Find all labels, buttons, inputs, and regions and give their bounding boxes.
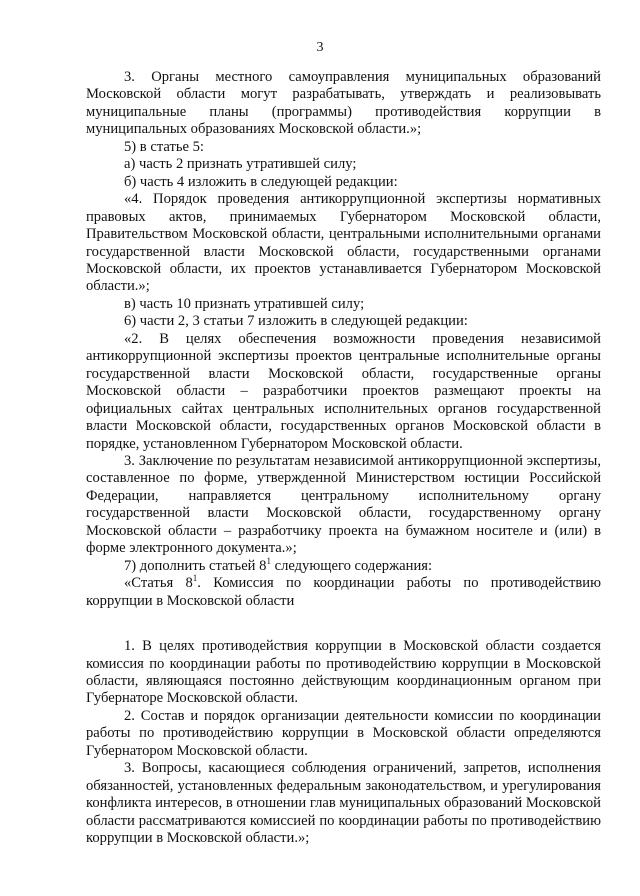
paragraph-commission-composition: 2. Состав и порядок организации деятельности комиссии по координации работы по противодействию коррупции в Московской области определяются Губернатором Московской области. bbox=[86, 707, 601, 759]
paragraph-add-article-8-1 bbox=[86, 555, 601, 575]
paragraph-independent-expertise: «2. В целях обеспечения возможности проведения независимой антикоррупционной экспертизы проектов центральные исполнительные органы государственной власти Московской области, государственные органы Московской области – разработчики проектов размещают проекты на официальных сайтах центральных исполнительных органов государственной власти Московской области, государственных органов Московской области в порядке, установленном Губернатором Московской области. bbox=[86, 330, 601, 452]
paragraph-article-7: 6) части 2, 3 статьи 7 изложить в следующей редакции: bbox=[124, 313, 468, 330]
item7-after: следующего содержания: bbox=[270, 557, 433, 574]
page-number: 3 bbox=[316, 40, 324, 55]
paragraph-commission-questions: 3. Вопросы, касающиеся соблюдения ограничений, запретов, исполнения обязанностей, установленных федеральным законодательством, и урегулирования конфликта интересов, в отношении глав муниципальных образований Московской области рассматриваются комиссией по координации работы по противодействию коррупции в Московской области.»; bbox=[86, 760, 601, 847]
article-after: . Комиссия по координации работы по противодействию коррупции в Московской области bbox=[86, 575, 601, 609]
article-before: «Статья 8 bbox=[124, 575, 193, 592]
paragraph-article-5-part-10: в) часть 10 признать утратившей силу; bbox=[124, 295, 365, 312]
paragraph-commission-created: 1. В целях противодействия коррупции в Московской области создается комиссия по координации работы по противодействию коррупции в Московской области, являющаяся постоянно действующим координационным органом при Губернаторе Московской области. bbox=[86, 638, 601, 707]
item7-superscript: 1 bbox=[266, 555, 271, 566]
paragraph-article-5-part-4: б) часть 4 изложить в следующей редакции: bbox=[124, 173, 398, 190]
paragraph-article-5: 5) в статье 5: bbox=[124, 138, 204, 155]
article-superscript: 1 bbox=[192, 573, 198, 584]
document-body bbox=[86, 69, 601, 847]
paragraph-expertise-conclusion: 3. Заключение по результатам независимой антикоррупционной экспертизы, составленное по форме, утвержденной Министерством юстиции Российской Федерации, направляется центральному исполнительному органу государственной власти Московской области, государственному органу Московской области – разработчику проекта на бумажном носителе и (или) в форме электронного документа.»; bbox=[86, 452, 601, 557]
item7-before: 7) дополнить статьей 8 bbox=[124, 557, 267, 574]
paragraph-article-5-part-2: а) часть 2 признать утратившей силу; bbox=[124, 156, 357, 173]
paragraph-local-government-plans: 3. Органы местного самоуправления муниципальных образований Московской области могут разрабатывать, утверждать и реализовывать муниципальные планы (программы) противодействия коррупции в муниципальных образованиях Московской области.»; bbox=[86, 69, 601, 138]
blank-gap bbox=[86, 610, 601, 638]
article-8-1-heading bbox=[86, 575, 601, 610]
paragraph-expertise-procedure: «4. Порядок проведения антикоррупционной экспертизы нормативных правовых актов, принимаемых Губернатором Московской области, Правительством Московской области, центральными исполнительными органами государственной власти Московской области, государственными органами Московской области, их проектов устанавливается Губернатором Московской области.»; bbox=[86, 191, 601, 295]
